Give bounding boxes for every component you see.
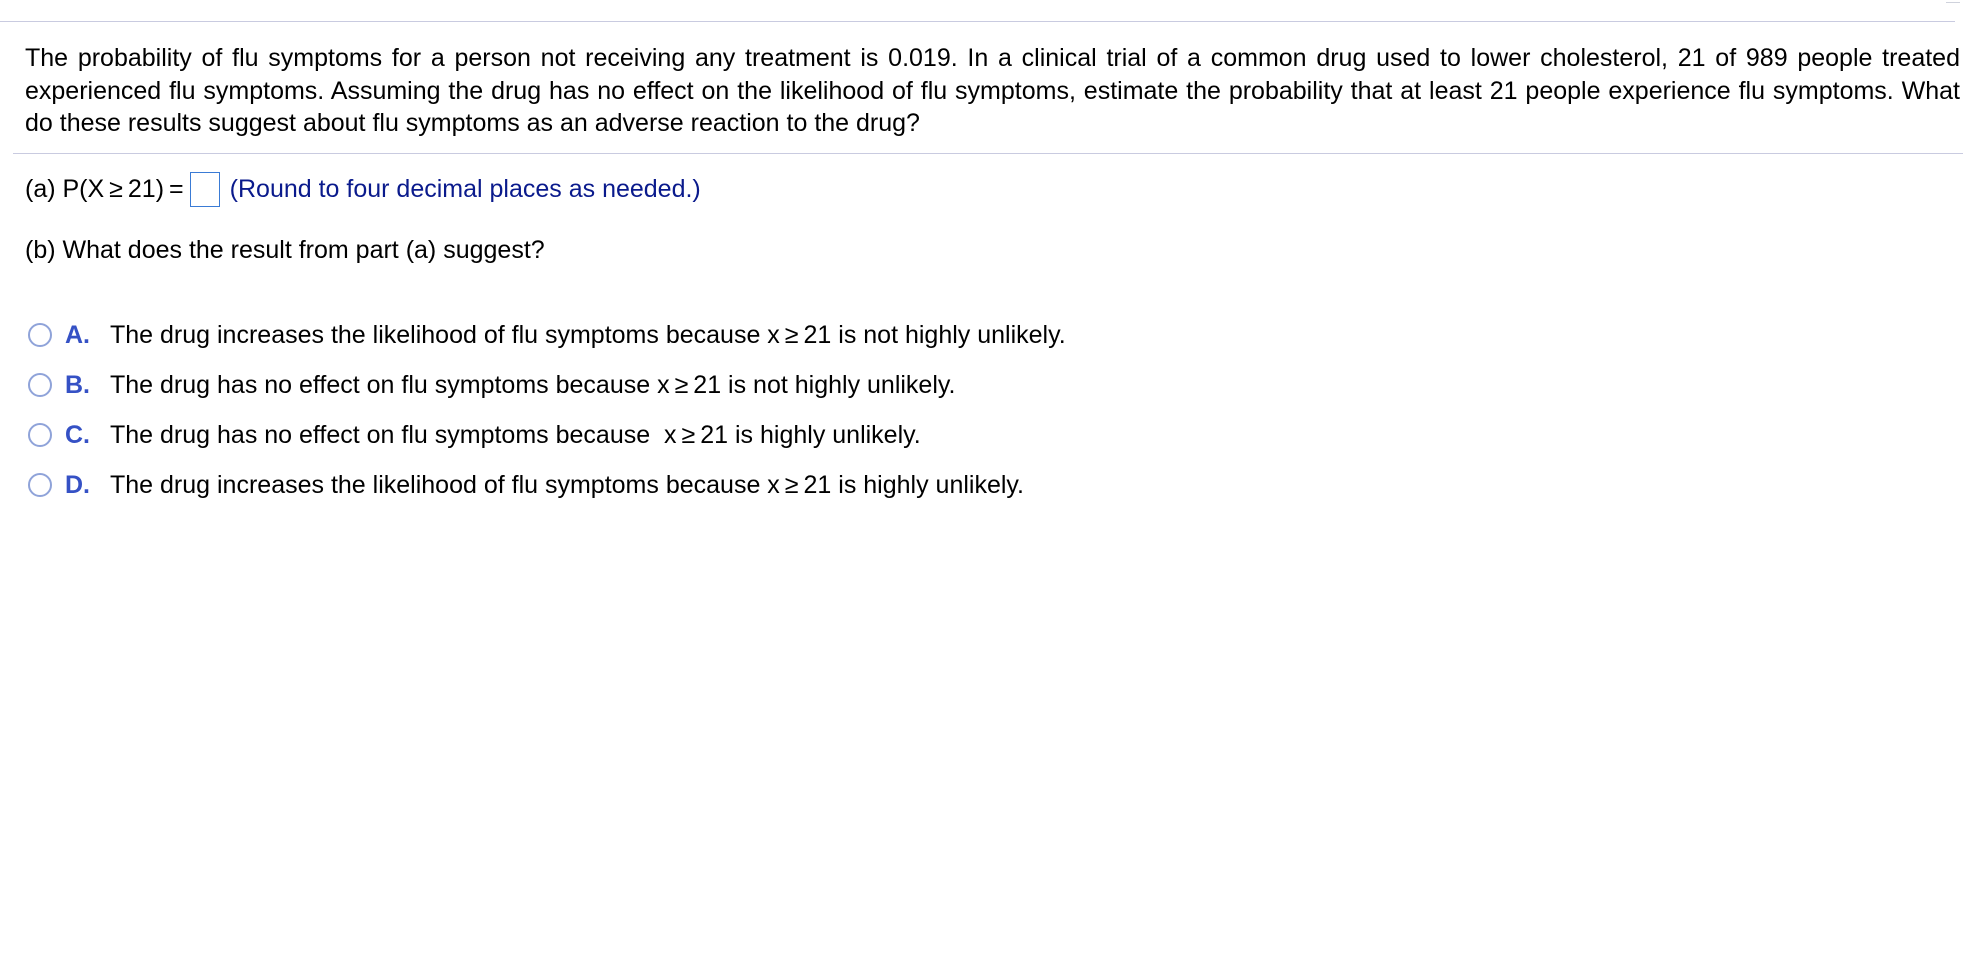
- option-text: The drug has no effect on flu symptoms because x ≥ 21 is highly unlikely.: [110, 420, 921, 449]
- question-block: [25, 42, 1960, 140]
- option-text: The drug has no effect on flu symptoms because x ≥ 21 is not highly unlikely.: [110, 370, 956, 399]
- radio-icon[interactable]: [28, 373, 52, 397]
- part-a: [25, 170, 701, 208]
- option-text: The drug increases the likelihood of flu symptoms because x ≥ 21 is not highly unlikely.: [110, 320, 1066, 349]
- corner-mark: [1946, 0, 1960, 3]
- part-b-prompt: (b) What does the result from part (a) suggest?: [25, 236, 545, 264]
- option-text: The drug increases the likelihood of flu symptoms because x ≥ 21 is highly unlikely.: [110, 470, 1025, 499]
- radio-icon[interactable]: [28, 473, 52, 497]
- radio-icon[interactable]: [28, 423, 52, 447]
- top-divider: [0, 21, 1955, 22]
- option-d[interactable]: [28, 460, 1066, 510]
- question-text: The probability of flu symptoms for a person not receiving any treatment is 0.019. In a clinical trial of a common drug used to lower cholesterol, 21 of 989 people treated experienced flu symptoms. Assuming the drug has no effect on the likelihood of flu symptoms, estimate the probability that at least 21 people experience flu symptoms. What do these results suggest about flu symptoms as an adverse reaction to the drug?: [25, 44, 1960, 137]
- answer-input[interactable]: [190, 172, 220, 207]
- option-c[interactable]: [28, 410, 1066, 460]
- option-letter: A.: [65, 320, 90, 349]
- option-a[interactable]: [28, 310, 1066, 360]
- answer-options: [28, 310, 1066, 510]
- radio-icon[interactable]: [28, 323, 52, 347]
- option-letter: D.: [65, 470, 90, 499]
- option-letter: C.: [65, 420, 90, 449]
- option-letter: B.: [65, 370, 90, 399]
- rounding-hint: (Round to four decimal places as needed.): [229, 174, 701, 203]
- question-divider: [13, 153, 1963, 154]
- part-a-label: (a) P(X ≥ 21) =: [25, 174, 184, 203]
- option-b[interactable]: [28, 360, 1066, 410]
